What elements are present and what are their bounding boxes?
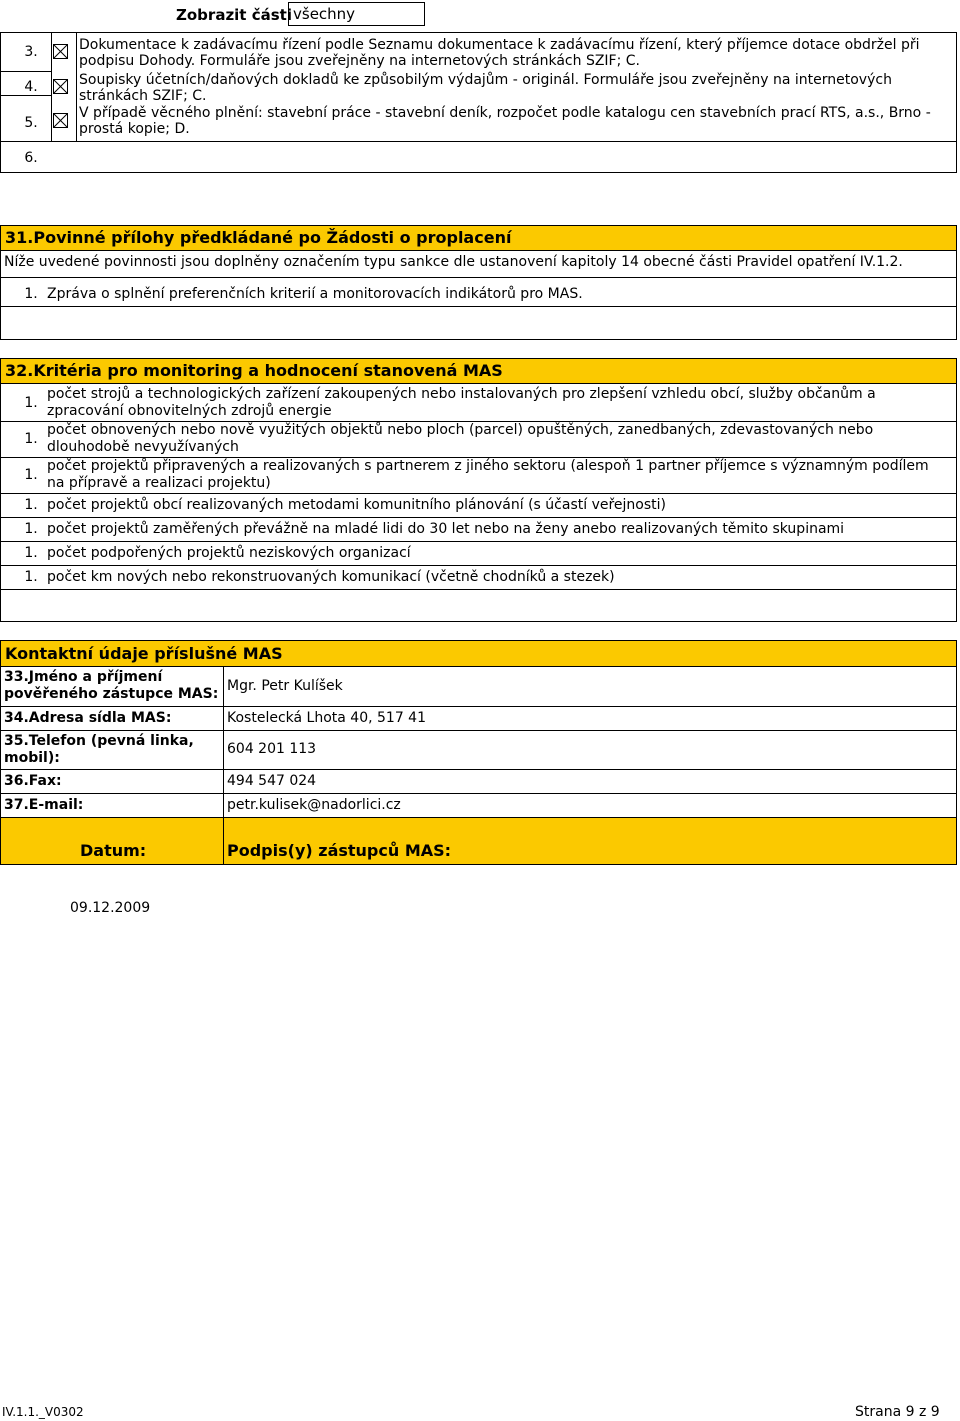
- filter-label: Zobrazit části: [176, 6, 292, 24]
- attachment-num: 6.: [24, 150, 38, 166]
- contact-value-name: Mgr. Petr Kulíšek: [227, 678, 343, 694]
- contact-value-address: Kostelecká Lhota 40, 517 41: [227, 710, 426, 726]
- section-31-note: Níže uvedené povinnosti jsou doplněny označením typu sankce dle ustanovení kapitoly 14 obecné části Pravidel opatření IV.1.2.: [4, 254, 903, 270]
- list-item: počet km nových nebo rekonstruovaných komunikací (včetně chodníků a stezek): [47, 569, 615, 585]
- list-item: počet podpořených projektů neziskových organizací: [47, 545, 411, 561]
- list-item: počet strojů a technologických zařízení zakoupených nebo instalovaných pro zlepšení vzhledu obcí, služby občanům a zpracování obnovitelných zdrojů energie: [47, 386, 876, 419]
- footer-code: IV.1.1._V0302: [2, 1405, 84, 1419]
- contact-label-address: 34.Adresa sídla MAS:: [4, 710, 172, 726]
- contact-value-phone: 604 201 113: [227, 741, 317, 757]
- list-item: Zpráva o splnění preferenčních kriterií a monitorovacích indikátorů pro MAS.: [47, 286, 583, 302]
- attachment-text: V případě věcného plnění: stavební práce - stavební deník, rozpočet podle katalogu cen stavebních prací RTS, a.s., Brno - prostá kopie; D.: [79, 105, 931, 137]
- contact-value-fax: 494 547 024: [227, 773, 317, 789]
- date-label: Datum:: [80, 841, 147, 860]
- attachment-num: 3.: [24, 44, 38, 60]
- item-num: 1.: [24, 467, 38, 483]
- filter-value: všechny: [293, 5, 356, 23]
- contact-label-fax: 36.Fax:: [4, 773, 62, 789]
- page-number: Strana 9 z 9: [855, 1404, 940, 1420]
- list-item: počet projektů připravených a realizovaných s partnerem z jiného sektoru (alespoň 1 partner příjemce s významným podílem na přípravě a realizaci projektu): [47, 458, 929, 491]
- section-31-title: 31.Povinné přílohy předkládané po Žádosti o proplacení: [1, 226, 956, 250]
- attachment-num: 5.: [24, 115, 38, 131]
- item-num: 1.: [24, 521, 38, 537]
- checked-box-icon[interactable]: [53, 44, 68, 59]
- contact-value-email[interactable]: petr.kulisek@nadorlici.cz: [227, 797, 401, 813]
- contact-label-name: 33.Jméno a příjmení pověřeného zástupce MAS:: [4, 669, 219, 702]
- item-num: 1.: [24, 545, 38, 561]
- list-item: počet projektů obcí realizovaných metodami komunitního plánování (s účastí veřejnosti): [47, 497, 667, 513]
- list-item: počet projektů zaměřených převážně na mladé lidi do 30 let nebo na ženy anebo realizovaných těmito skupinami: [47, 521, 845, 537]
- item-num: 1.: [24, 395, 38, 411]
- contact-label-email: 37.E-mail:: [4, 797, 84, 813]
- list-item: počet obnovených nebo nově využitých objektů nebo ploch (parcel) opuštěných, zanedbaných, zdevastovaných nebo dlouhodobě nevyužívaných: [47, 422, 874, 455]
- attachment-num: 4.: [24, 79, 38, 95]
- sign-label: Podpis(y) zástupců MAS:: [227, 841, 452, 860]
- contact-title: Kontaktní údaje příslušné MAS: [1, 641, 956, 666]
- section-32-title: 32.Kritéria pro monitoring a hodnocení stanovená MAS: [1, 359, 956, 383]
- contact-label-phone: 35.Telefon (pevná linka, mobil):: [4, 733, 194, 766]
- attachment-text: Dokumentace k zadávacímu řízení podle Seznamu dokumentace k zadávacímu řízení, který příjemce dotace obdržel při podpisu Dohody. Formuláře jsou zveřejněny na internetových stránkách SZIF; C.: [79, 37, 920, 69]
- attachment-text: Soupisky účetních/daňových dokladů ke způsobilým výdajům - originál. Formuláře jsou zveřejněny na internetových stránkách SZIF; C.: [79, 72, 892, 104]
- checked-box-icon[interactable]: [53, 113, 68, 128]
- item-num: 1.: [24, 497, 38, 513]
- item-num: 1.: [24, 431, 38, 447]
- item-num: 1.: [24, 286, 38, 302]
- item-num: 1.: [24, 569, 38, 585]
- checked-box-icon[interactable]: [53, 79, 68, 94]
- filter-select[interactable]: [288, 2, 425, 26]
- date-value: 09.12.2009: [70, 900, 151, 916]
